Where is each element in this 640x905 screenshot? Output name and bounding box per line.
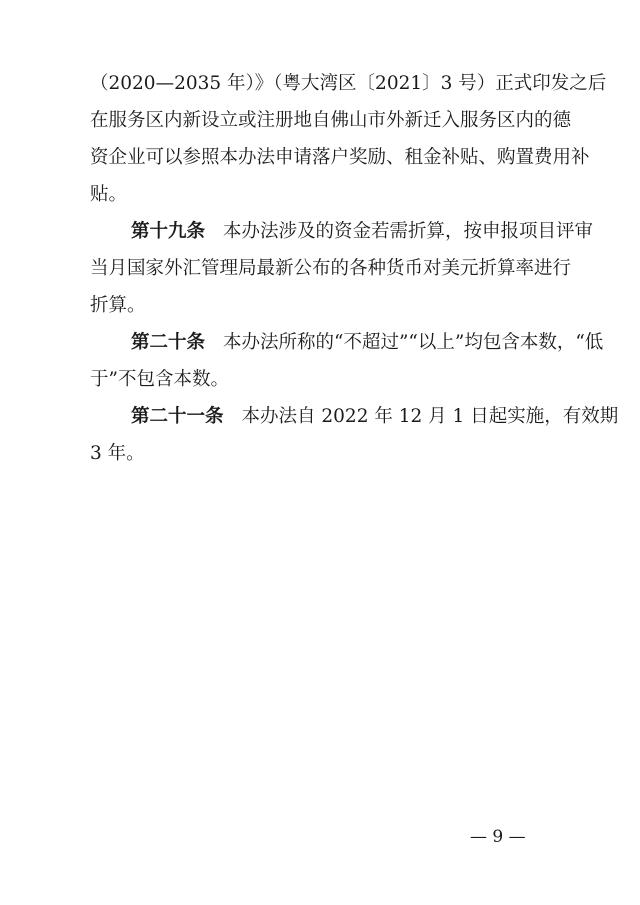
paragraph-line: 资企业可以参照本办法申请落户奖励、租金补贴、购置费用补 — [90, 147, 590, 168]
article-21-heading: 第二十一条 — [131, 406, 224, 427]
article-text: 本办法所称的“不超过”“以上”均包含本数，“低 — [223, 332, 604, 353]
article-text: 本办法涉及的资金若需折算，按申报项目评审 — [223, 221, 594, 242]
article-19-first-line — [131, 220, 594, 244]
page-number: — 9 — — [470, 827, 526, 847]
article-21-first-line — [131, 405, 619, 429]
article-text: 本办法自 2022 年 12 月 1 日起实施，有效期 — [241, 406, 619, 427]
paragraph-line: 3 年。 — [90, 443, 145, 464]
article-19-heading: 第十九条 — [131, 221, 206, 242]
article-20-first-line — [131, 331, 604, 355]
paragraph-line: 折算。 — [90, 295, 146, 316]
paragraph-line: 当月国家外汇管理局最新公布的各种货币对美元折算率进行 — [90, 258, 572, 279]
paragraph-line: 贴。 — [90, 184, 128, 205]
article-20-heading: 第二十条 — [131, 332, 206, 353]
paragraph-line: 于”不包含本数。 — [90, 369, 229, 390]
paragraph-line: （2020—2035 年）》（粤大湾区〔2021〕3 号）正式印发之后 — [90, 73, 607, 94]
paragraph-line: 在服务区内新设立或注册地自佛山市外新迁入服务区内的德 — [90, 110, 572, 131]
